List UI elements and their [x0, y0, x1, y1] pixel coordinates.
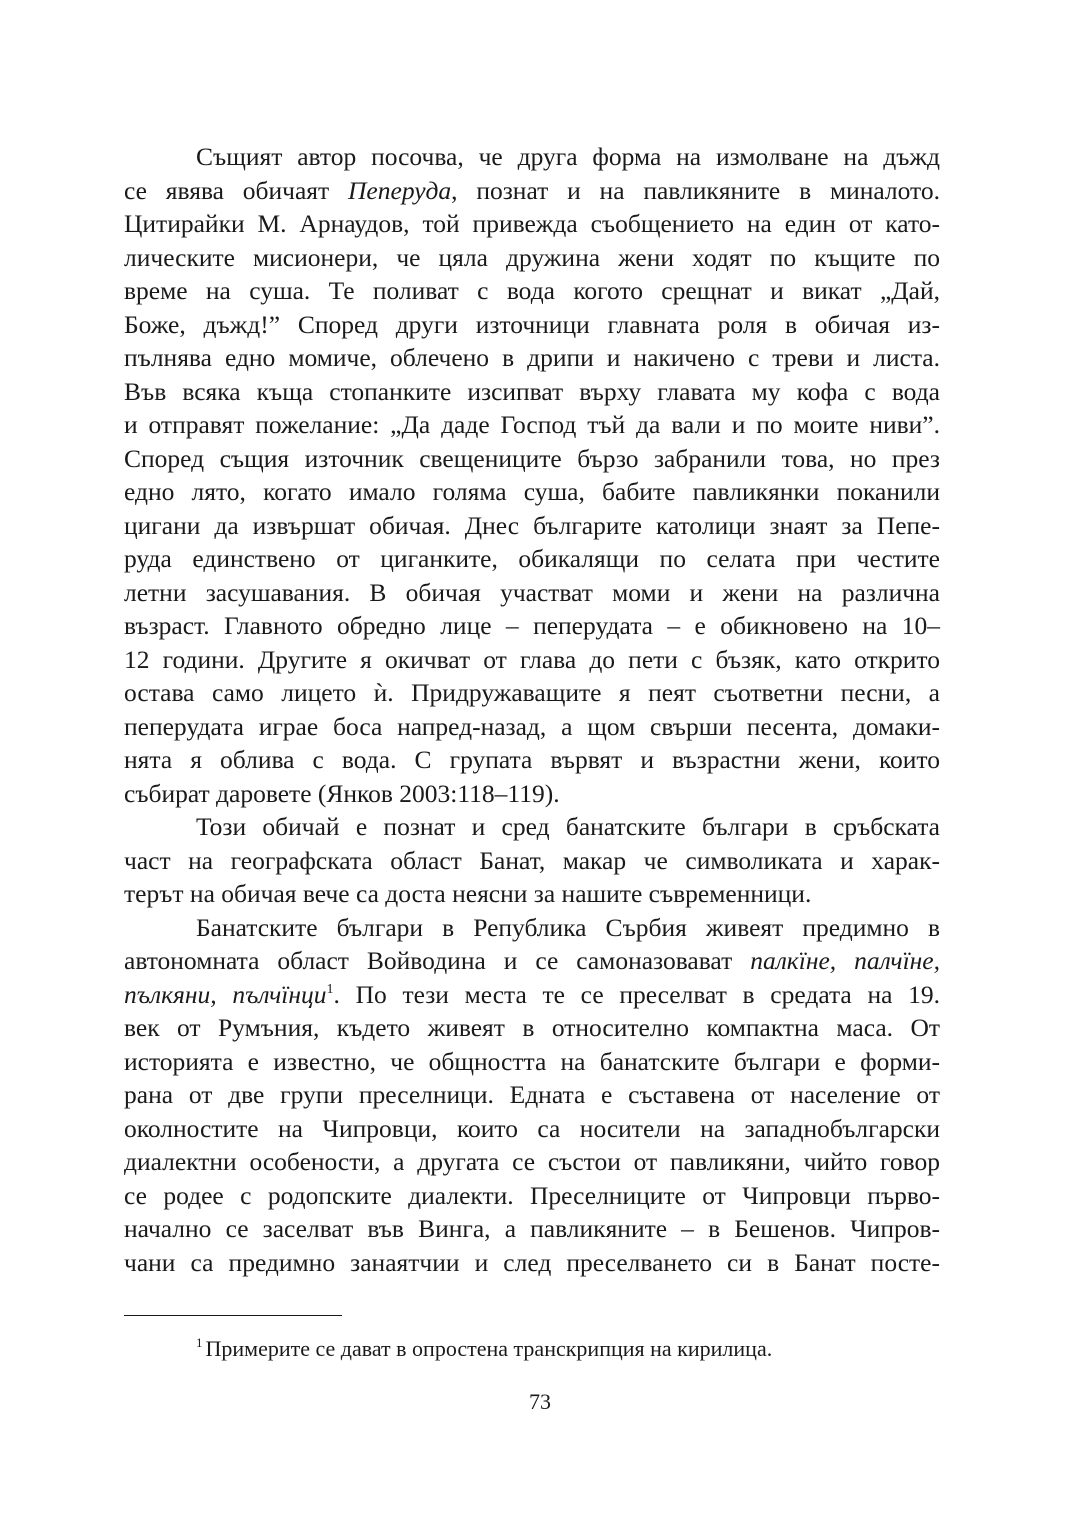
text-line: Банатските българи в Република Сърбия живеят предимно в — [196, 912, 940, 942]
page-number: 73 — [529, 1389, 551, 1414]
text-line: лическите мисионери, че цяла дружина жени ходят по къщите по — [124, 242, 940, 272]
text-line: 12 години. Другите я окичват от глава до пети с бъзяк, като открито — [124, 644, 940, 674]
paragraph — [124, 911, 940, 1280]
text-line: време на суша. Те поливат с вода когото срещнат и викат „Дай, — [124, 276, 940, 305]
text-line: руда единствено от циганките, обикалящи по селата при честите — [124, 544, 940, 573]
text-line — [124, 174, 940, 208]
footnote-separator — [124, 1315, 342, 1316]
text-line: Този обичай е познат и сред банатските българи в сръбската — [196, 812, 940, 841]
text-line: се родее с родопските диалекти. Преселниците от Чипровци първо- — [124, 1180, 940, 1210]
footnote-marker: 1 — [196, 1335, 203, 1350]
text-line: околностите на Чипровци, които са носители на западнобългарски — [124, 1113, 940, 1143]
text-line: чани са предимно занаятчии и след преселването си в Банат посте- — [124, 1247, 940, 1277]
text-line: диалектни особености, а другата се състои от павликяни, чийто говор — [124, 1147, 940, 1176]
footnote — [196, 1335, 772, 1363]
text-line: нята я облива с вода. С групата вървят и възрастни жени, които — [124, 745, 940, 774]
text-line — [124, 944, 940, 978]
text-line: цигани да извършат обичая. Днес българите католици знаят за Пепе- — [124, 510, 940, 540]
text-line: част на географската област Банат, макар че символиката и харак- — [124, 845, 940, 875]
paragraph — [124, 140, 940, 810]
text-line: Цитирайки М. Арнаудов, той привежда съобщението на един от като- — [124, 209, 940, 238]
text-line: едно лято, когато имало голяма суша, бабите павликянки поканили — [124, 477, 940, 506]
text-line: Във всяка къща стопанките изсипват върху главата му кофа с вода — [124, 376, 940, 406]
text-line: пълнява едно момиче, облечено в дрипи и накичено с треви и листа. — [124, 343, 940, 372]
text-line — [124, 978, 940, 1012]
text-line: летни засушавания. В обичая участват моми и жени на различна — [124, 577, 940, 607]
page-body — [124, 140, 940, 1279]
footnote-text: Примерите се дават в опростена транскрипция на кирилица. — [205, 1336, 773, 1361]
text-line: начално се заселват във Винга, а павликяните – в Бешенов. Чипров- — [124, 1214, 940, 1243]
italic-term: Пеперуда — [348, 175, 452, 205]
footnote-reference: 1 — [326, 981, 334, 997]
text-run: се явява обичаят — [124, 175, 349, 205]
text-line: Същият автор посочва, че друга форма на измолване на дъжд — [196, 142, 940, 171]
text-line: терът на обичая вече са доста неясни за нашите съвременници. — [124, 879, 812, 908]
text-line: век от Румъния, където живеят в относително компактна маса. От — [124, 1013, 940, 1042]
text-line: възраст. Главното обредно лице – пеперудата – е обикновено на 10– — [124, 611, 940, 640]
text-line: и отправят пожелание: „Да даде Господ тъй да вали и по моите ниви”. — [124, 410, 940, 439]
text-run: , познат и на павликяните в миналото. — [451, 175, 940, 205]
text-line: Боже, дъжд!” Според други източници главната роля в обичая из- — [124, 309, 940, 339]
text-line: остава само лицето ѝ. Придружаващите я пеят съответни песни, а — [124, 678, 940, 707]
text-line: събират даровете (Янков 2003:118–119). — [124, 778, 560, 808]
paragraph — [124, 810, 940, 911]
text-run: автономната област Войводина и се самоназовават — [124, 946, 751, 975]
italic-term: пълкяни, пълчїнци — [124, 979, 327, 1009]
text-run: . По тези места те се преселват в средата на 19. — [333, 979, 940, 1009]
text-line: пеперудата играе боса напред-назад, а щом свърши песента, домаки- — [124, 711, 940, 741]
italic-term: палкїне, палчїне, — [750, 946, 940, 975]
text-line: Според същия източник свещениците бързо забранили това, но през — [124, 443, 940, 473]
text-line: рана от две групи преселници. Едната е съставена от население от — [124, 1080, 940, 1109]
text-line: историята е известно, че общността на банатските българи е форми- — [124, 1046, 940, 1076]
